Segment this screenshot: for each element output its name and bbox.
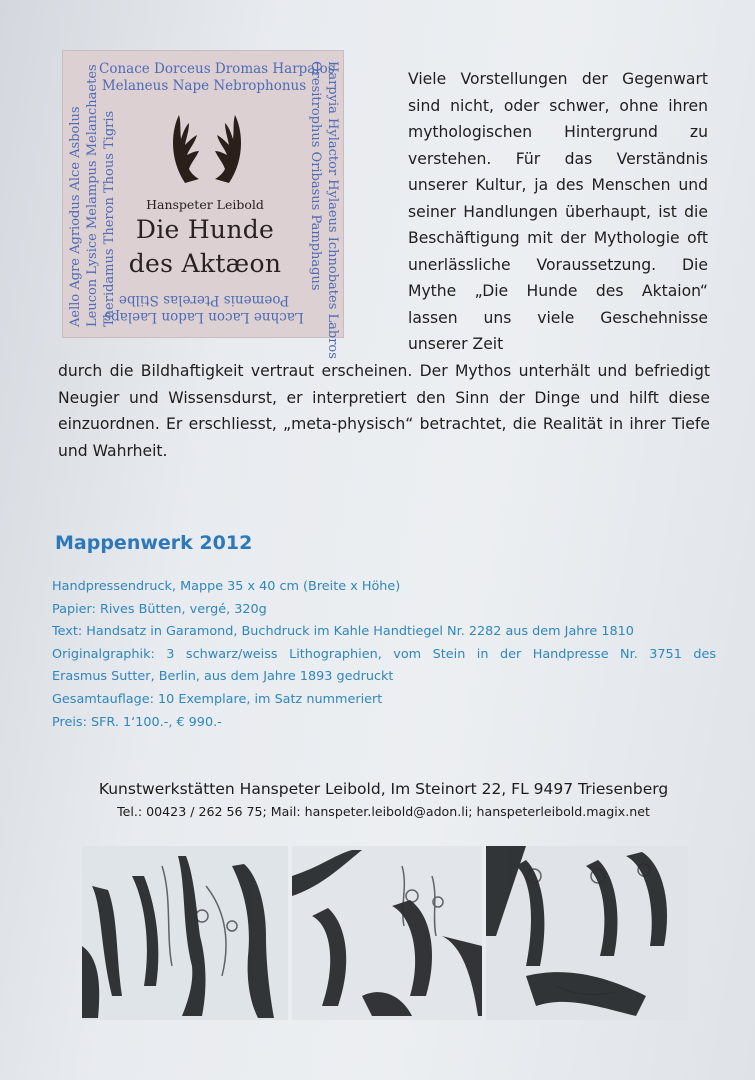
cover-names-left	[67, 55, 117, 335]
cover-name-line: Leucon Lysice Melampus Melanchaetes	[85, 64, 100, 327]
cover-title-line2: des Aktæon	[128, 249, 282, 278]
cover-names-bottom	[99, 291, 309, 325]
spec-line: Handpressendruck, Mappe 35 x 40 cm (Breite x Höhe)	[52, 579, 401, 594]
spec-list	[52, 576, 716, 734]
cover-name-line: Oresitrophus Oribasus Pamphagus	[308, 61, 323, 291]
intro-paragraph-part1: Viele Vorstellungen der Gegenwart sind nicht, oder schwer, ohne ihren mythologischen Hintergrund zu verstehen. Für das Verständnis unserer Kultur, ja des Menschen und seiner Handlungen überhaupt, ist die Beschäftigung mit der Mythologie oft unerlässliche Voraussetzung. Die Mythe „Die Hunde des Aktaion“ lassen uns viele Geschehnisse unserer Zeit	[408, 70, 708, 353]
cover-names-top	[99, 61, 335, 95]
cover-name-line: Melaneus Nape Nebrophonus	[101, 78, 307, 94]
cover-name-line: Harpyia Hylactor Hylaeus Ichnobates Labros	[325, 61, 340, 359]
lithograph-image-3	[486, 846, 688, 1020]
cover-name-line: Poemenis Pterelas Stilbe	[118, 292, 290, 308]
contact-details: Tel.: 00423 / 262 56 75; Mail: hanspeter.leibold@adon.li; hanspeterleibold.magix.net	[117, 804, 650, 819]
intro-paragraph-part2: durch die Bildhaftigkeit vertraut erscheinen. Der Mythos unterhält und befriedigt Neugier und Wissensdurst, er interpretiert den Sinn der Dinge und hilft diese einzuordnen. Er erschliesst, „meta-physisch“ betrachtet, die Realität in ihrer Tiefe und Wahrheit.	[58, 362, 710, 460]
cover-title-line1: Die Hunde	[135, 215, 275, 244]
cover-name-line: Lachne Lacon Ladon Laelaps	[104, 309, 304, 325]
spec-line: Gesamtauflage: 10 Exemplare, im Satz nummeriert	[52, 691, 383, 707]
cover-author: Hanspeter Leibold	[146, 197, 264, 212]
cover-names-right	[305, 55, 341, 359]
cover-name-line: Theridamus Theron Thous Tigris	[102, 110, 117, 327]
contact-address: Kunstwerkstätten Hanspeter Leibold, Im Steinort 22, FL 9497 Triesenberg	[98, 780, 669, 798]
cover-name-line: Conace Dorceus Dromas Harpalos	[99, 61, 335, 77]
cover-name-line: Aello Agre Agriodus Alce Asbolus	[68, 106, 83, 327]
spec-line: Preis: SFR. 1‘100.-, € 990.-	[52, 714, 222, 730]
contact-block	[0, 780, 755, 819]
book-cover	[62, 50, 344, 359]
spec-line: Papier: Rives Bütten, vergé, 320g	[52, 601, 267, 617]
lithograph-image-2	[292, 846, 482, 1020]
section-title: Mappenwerk 2012	[55, 532, 253, 554]
lithograph-strip	[82, 846, 688, 1020]
spec-line: Text: Handsatz in Garamond, Buchdruck im Kahle Handtiegel Nr. 2282 aus dem Jahre 1810	[52, 624, 634, 640]
lithograph-image-1	[82, 846, 288, 1020]
spec-line: Originalgraphik: 3 schwarz/weiss Lithographien, vom Stein in der Handpresse Nr. 3751 des	[52, 646, 716, 662]
spec-line: Erasmus Sutter, Berlin, aus dem Jahre 1893 gedruckt	[52, 669, 394, 685]
antlers-icon	[155, 113, 259, 187]
